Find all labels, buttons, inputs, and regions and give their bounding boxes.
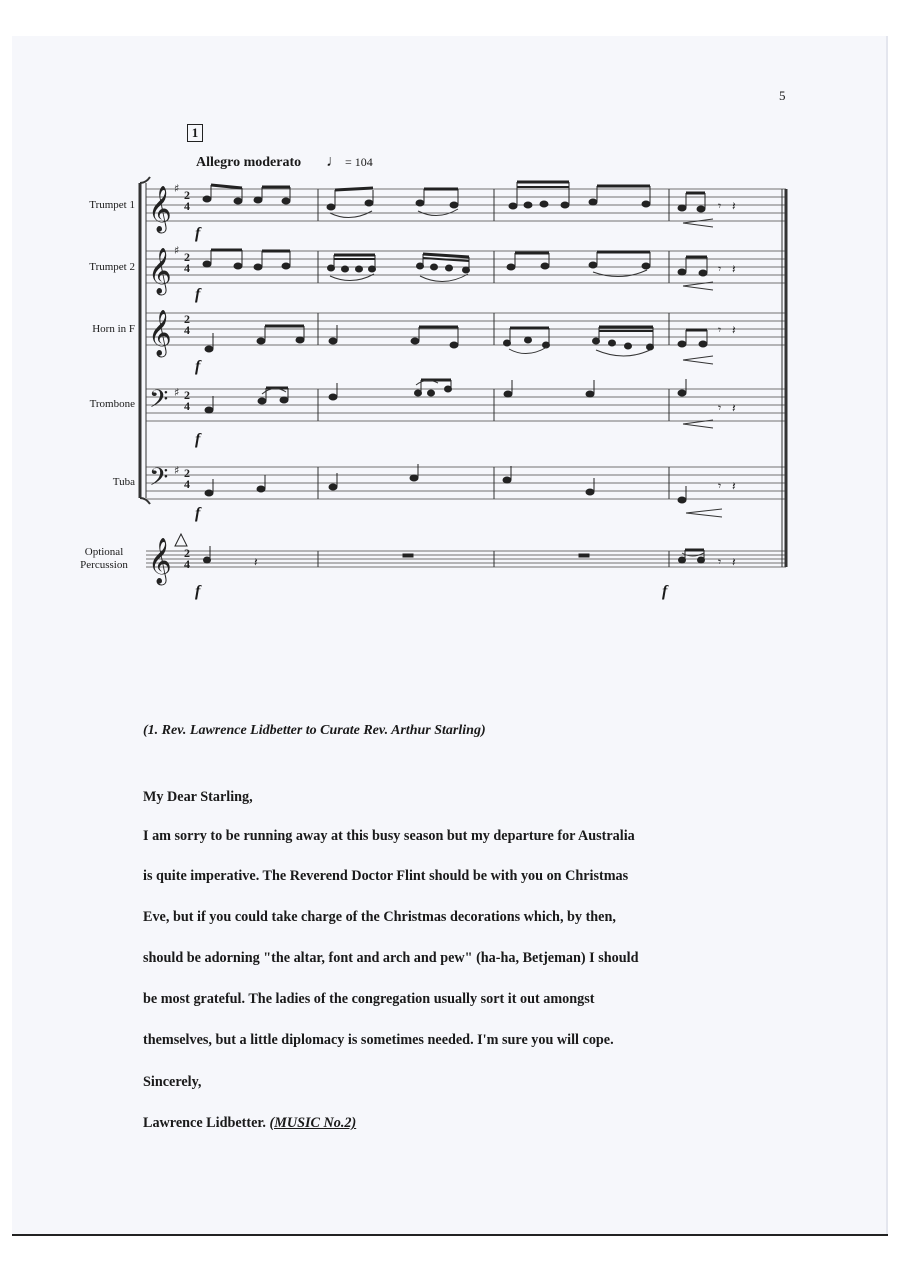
music-reference-link[interactable]: (MUSIC No.2) [269,1115,357,1131]
svg-text:𝄽: 𝄽 [254,555,258,569]
quarter-note-icon: ♩ [326,153,342,170]
letter-salutation: My Dear Starling, [143,789,253,805]
dynamic-marking: f [195,358,201,375]
rehearsal-mark: 1 [187,124,203,142]
instrument-label: Horn in F [92,323,135,335]
rests [254,199,736,569]
slurs [262,209,704,556]
triangle-icon [175,534,187,546]
instrument-label: Tuba [112,476,135,488]
key-signatures [174,182,179,477]
svg-text:𝄽: 𝄽 [732,262,736,276]
svg-text:4: 4 [184,199,190,213]
svg-text:♯: ♯ [174,182,180,195]
instrument-label: Trumpet 1 [89,199,135,211]
instrument-label-line: Percussion [80,559,128,571]
instrument-label: Trumpet 2 [89,261,135,273]
letter-line: themselves, but a little diplomacy is sometimes needed. I'm sure you will cope. [143,1032,614,1048]
svg-text:2: 2 [184,188,190,202]
treble-clef-icon: 𝄞 [148,538,172,584]
bass-clef-icon: 𝄢 [149,385,169,420]
svg-text:2: 2 [184,388,190,402]
page-number: 5 [779,88,786,103]
letter-line: Eve, but if you could take charge of the Christmas decorations which, by then, [143,909,616,925]
notes [203,182,707,563]
clefs [148,186,172,586]
letter-line: should be adorning "the altar, font and arch and pew" (ha-ha, Betjeman) I should [143,950,639,966]
instrument-label: Trombone [89,398,135,410]
svg-text:2: 2 [184,312,190,326]
svg-text:♯: ♯ [174,386,180,399]
treble-clef-icon: 𝄞 [148,186,172,232]
svg-text:𝄽: 𝄽 [732,555,736,569]
page-bottom-rule [12,1234,888,1236]
svg-text:2: 2 [184,466,190,480]
dynamic-marking: f [195,505,201,522]
svg-text:𝄽: 𝄽 [732,199,736,213]
dynamic-marking: f [195,431,201,448]
svg-text:4: 4 [184,399,190,413]
dynamic-marking: f [195,225,201,242]
dynamic-marking: f [195,583,201,600]
bass-clef-icon: 𝄢 [149,463,169,498]
dynamic-marking: f [662,583,668,600]
svg-text:♯: ♯ [174,244,180,257]
dynamic-marking: f [195,286,201,303]
svg-text:𝄽: 𝄽 [732,323,736,337]
svg-text:𝄽: 𝄽 [732,479,736,493]
score-system [0,0,900,620]
letter-caption: (1. Rev. Lawrence Lidbetter to Curate Rev. Arthur Starling) [143,723,486,738]
svg-text:2: 2 [184,546,190,560]
letter-signature: Lawrence Lidbetter. [143,1115,266,1131]
svg-text:4: 4 [184,323,190,337]
time-signatures [184,188,190,571]
svg-text:𝄾: 𝄾 [718,479,722,493]
staff-lines [146,189,786,567]
instrument-label-line: Optional [84,546,124,558]
letter-line: is quite imperative. The Reverend Doctor Flint should be with you on Christmas [143,868,629,884]
letter-line: be most grateful. The ladies of the congregation usually sort it out amongst [143,991,595,1007]
svg-text:𝄾: 𝄾 [718,401,722,415]
metronome-value: = 104 [345,155,373,169]
svg-text:𝄾: 𝄾 [718,199,722,213]
svg-text:4: 4 [184,557,190,571]
letter-closing: Sincerely, [143,1074,202,1090]
treble-clef-icon: 𝄞 [148,248,172,294]
svg-text:4: 4 [184,477,190,491]
svg-text:𝄾: 𝄾 [718,555,722,569]
svg-text:𝄾: 𝄾 [718,323,722,337]
svg-text:𝄽: 𝄽 [732,401,736,415]
svg-text:4: 4 [184,261,190,275]
svg-text:♯: ♯ [174,464,180,477]
tempo-text: Allegro moderato [196,155,302,170]
barlines [318,189,786,567]
treble-clef-icon: 𝄞 [148,310,172,356]
letter-line: I am sorry to be running away at this busy season but my departure for Australia [143,828,635,844]
letter-signature-line [143,1115,356,1132]
hairpins [683,219,722,517]
svg-text:2: 2 [184,250,190,264]
svg-text:𝄾: 𝄾 [718,262,722,276]
